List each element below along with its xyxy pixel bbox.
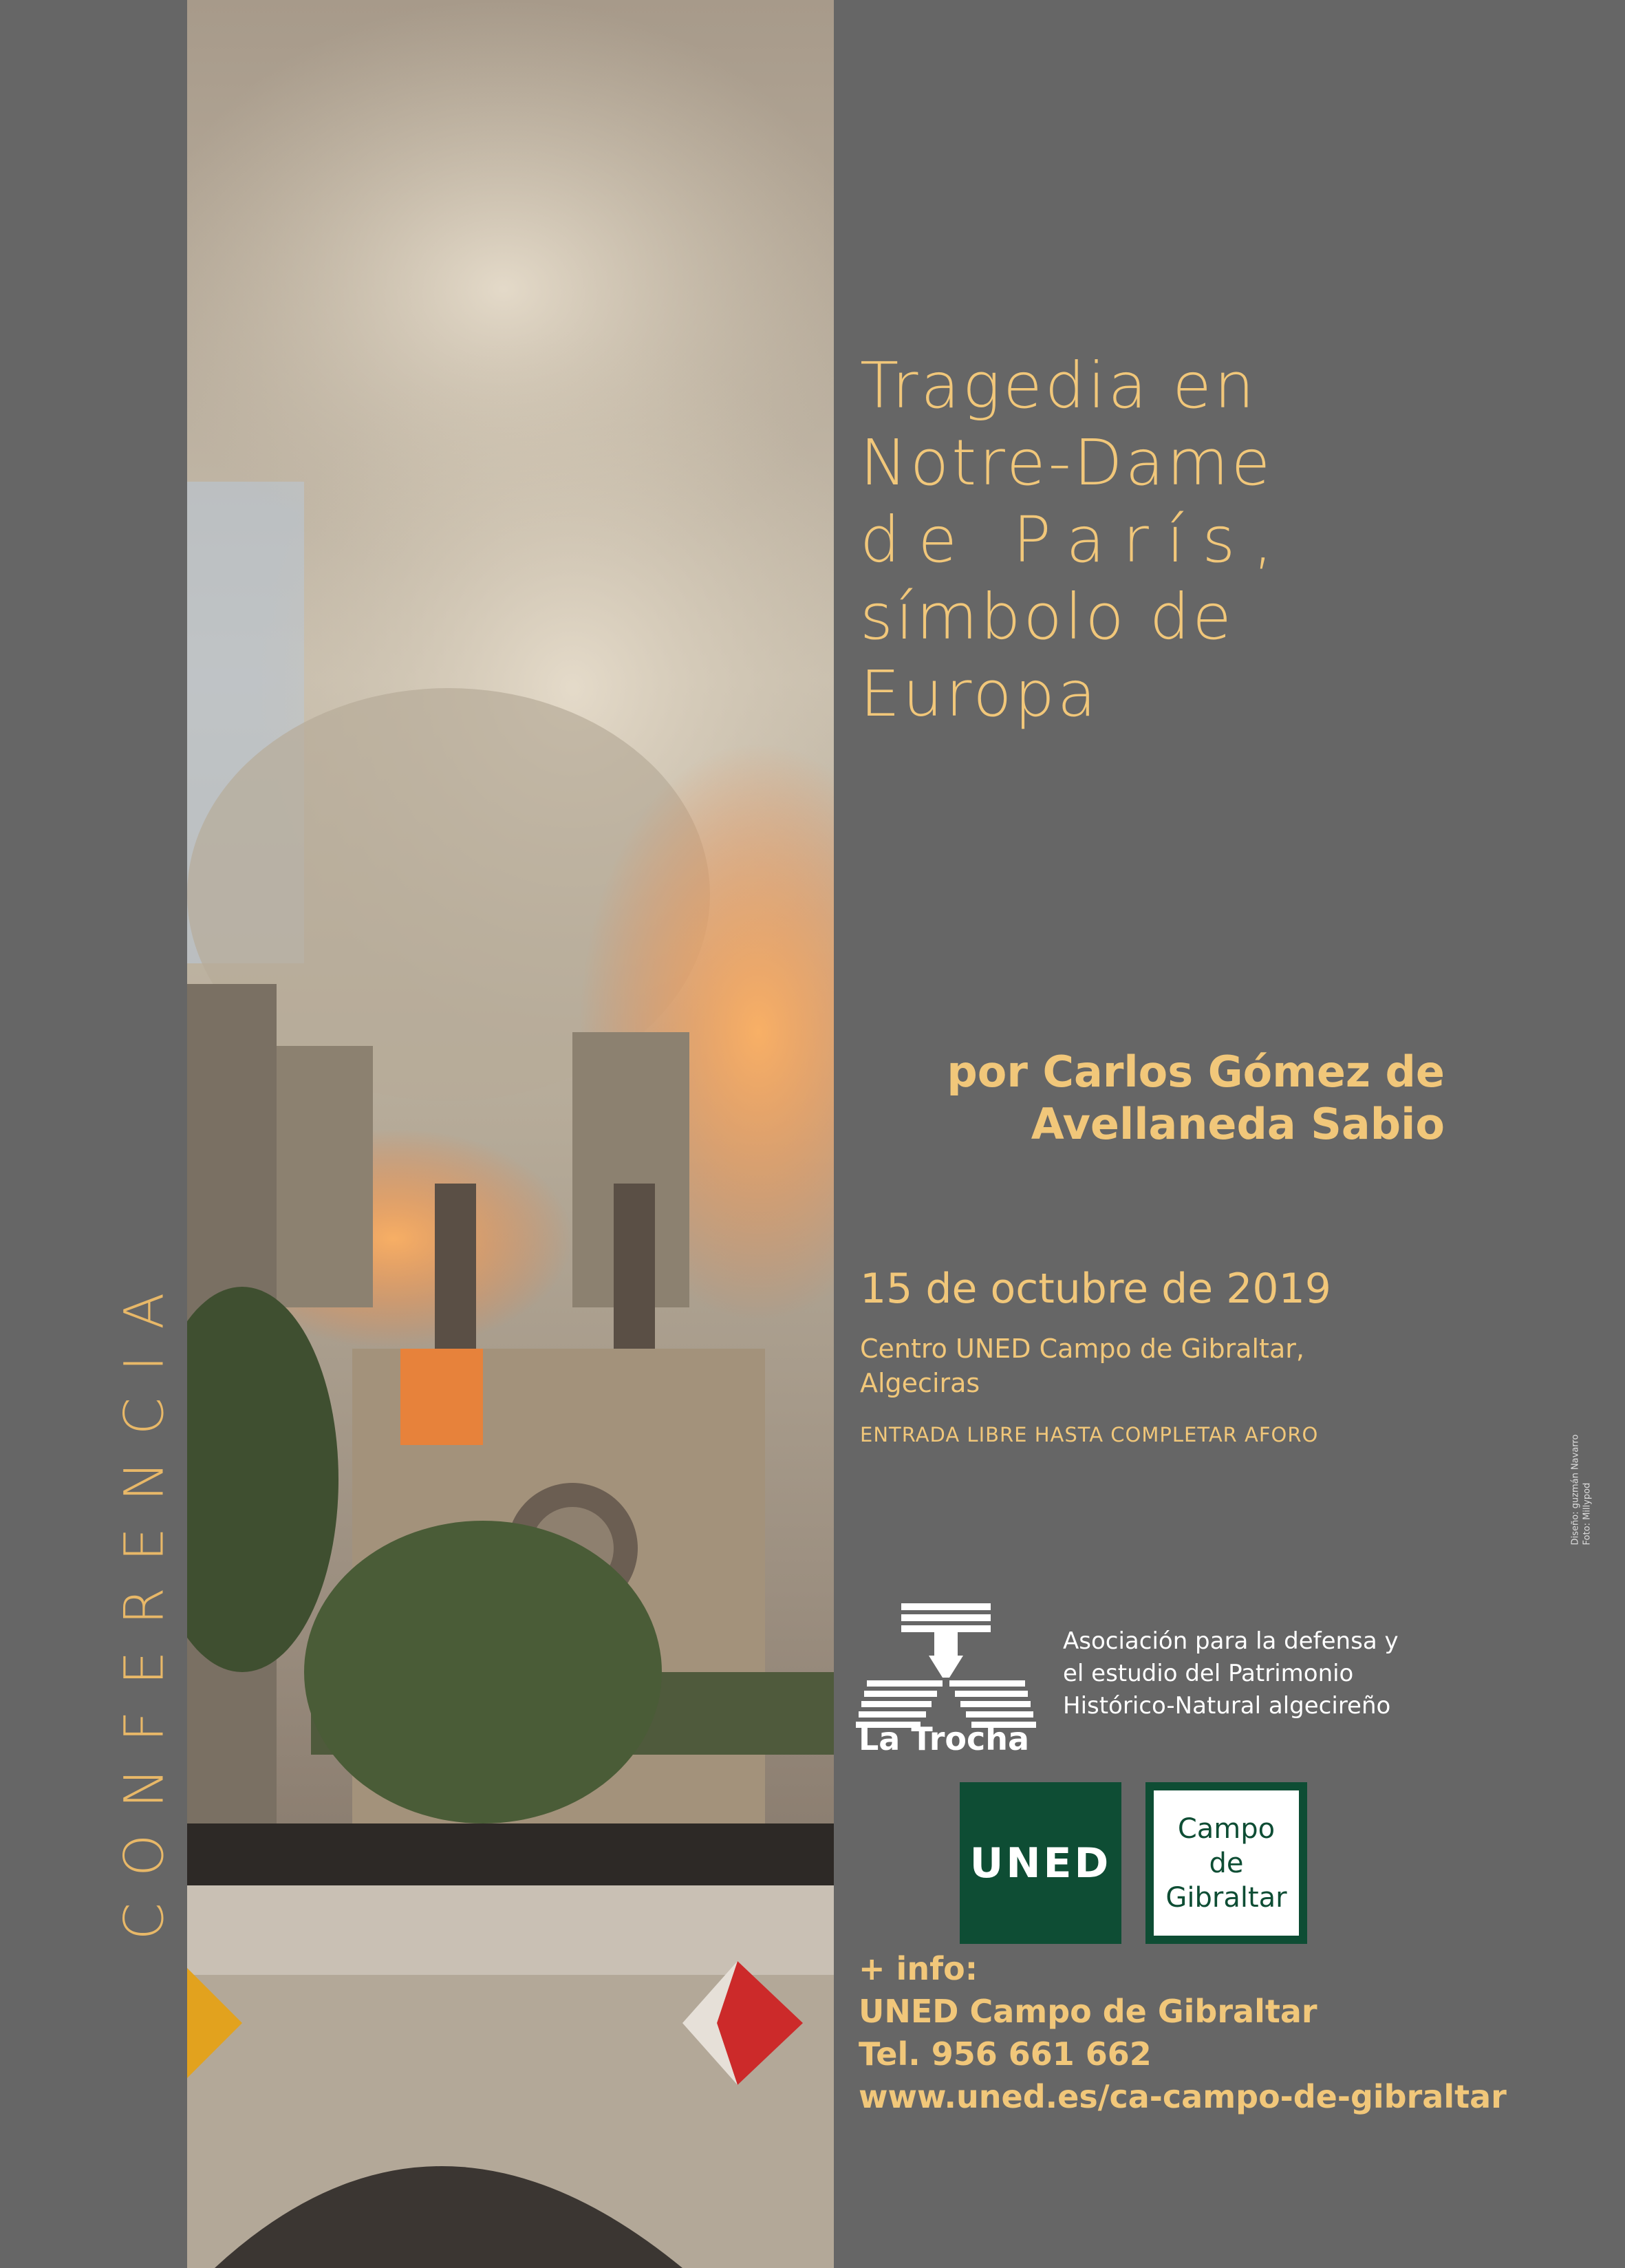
assoc-line: el estudio del Patrimonio: [1063, 1660, 1354, 1687]
title-line: Tragedia en: [860, 349, 1258, 422]
venue-line: Centro UNED Campo de Gibraltar,: [860, 1334, 1304, 1364]
title-line: símbolo de: [860, 580, 1234, 654]
venue-line: Algeciras: [860, 1368, 980, 1398]
title-line: Notre-Dame: [860, 426, 1273, 500]
title-line: Europa: [860, 657, 1099, 731]
info-website-link[interactable]: www.uned.es/ca-campo-de-gibraltar: [859, 2078, 1507, 2115]
entry-notice: ENTRADA LIBRE HASTA COMPLETAR AFORO: [860, 1423, 1319, 1446]
credit-line: Foto: Millypod: [1582, 1482, 1592, 1545]
info-heading: + info:: [859, 1950, 978, 1987]
campo-logo-line: Campo: [1177, 1812, 1276, 1845]
notre-dame-fire-photo: [187, 0, 834, 2268]
campo-de-gibraltar-logo: [1145, 1782, 1307, 1944]
event-venue: [860, 1331, 1459, 1400]
assoc-line: Histórico-Natural algecireño: [1063, 1692, 1391, 1720]
design-photo-credits: [1560, 1411, 1602, 1569]
info-center-name: UNED Campo de Gibraltar: [859, 1993, 1317, 2030]
uned-logo: [960, 1782, 1121, 1944]
speaker-name: [860, 1046, 1445, 1151]
event-date: 15 de octubre de 2019: [860, 1265, 1331, 1313]
contact-info: [859, 1947, 1507, 2118]
campo-logo-line: de: [1209, 1847, 1244, 1879]
conferencia-text: CONFERENCIA: [114, 1266, 176, 1940]
event-title: [860, 347, 1452, 733]
campo-logo-line: Gibraltar: [1165, 1881, 1287, 1914]
author-line: por Carlos Gómez de: [947, 1047, 1445, 1097]
la-trocha-name: La Trocha: [859, 1720, 1030, 1757]
credit-line: Diseño: guzmán Navarro: [1570, 1434, 1580, 1545]
author-line: Avellaneda Sabio: [1031, 1099, 1445, 1149]
uned-logo-text: UNED: [969, 1839, 1112, 1887]
title-line: de París,: [860, 503, 1291, 577]
info-phone: Tel. 956 661 662: [859, 2035, 1152, 2073]
association-description: [1063, 1625, 1448, 1722]
assoc-line: Asociación para la defensa y: [1063, 1627, 1399, 1655]
